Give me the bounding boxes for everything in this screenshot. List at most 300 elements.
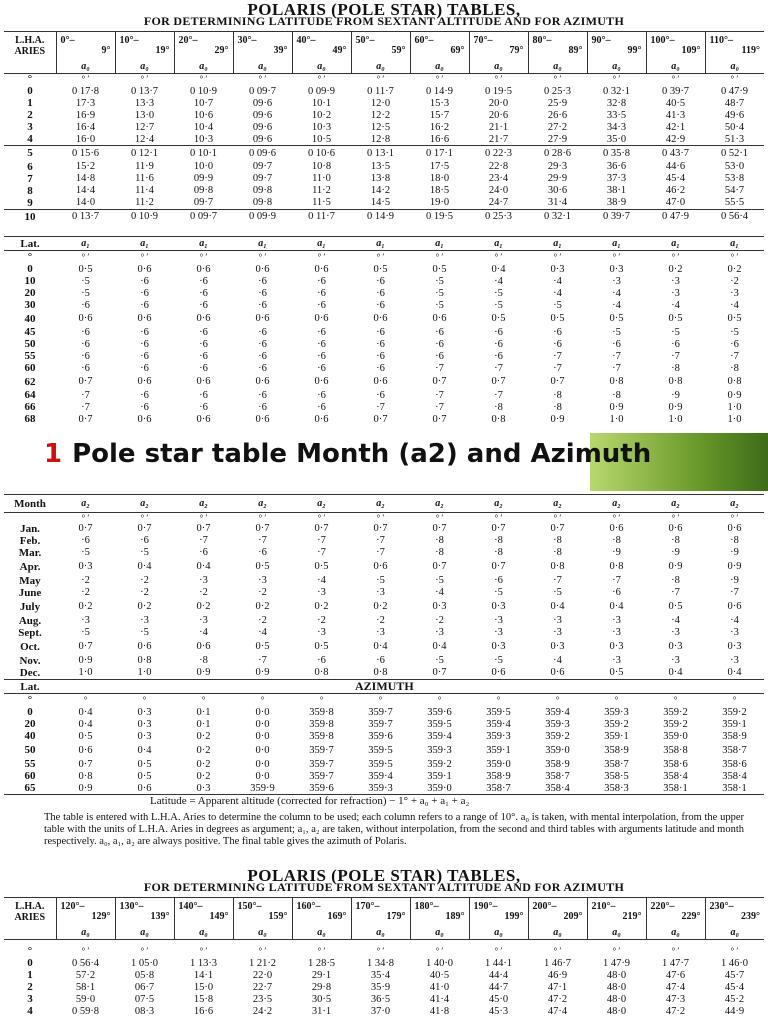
table-cell: ·3	[258, 575, 267, 586]
table-cell: ·7	[494, 362, 503, 374]
table-cell: 359·0	[545, 744, 570, 756]
table-cell: 23·4	[488, 173, 509, 184]
table-cell: 0 35·8	[602, 147, 631, 159]
table-cell: ·4	[494, 275, 503, 287]
table-row	[4, 121, 764, 133]
table-cell: ·5	[612, 326, 621, 338]
row-label: Sept.	[18, 626, 42, 639]
table-cell: ·5	[553, 299, 562, 311]
table-cell: 53·0	[724, 161, 745, 172]
table-cell: 0·6	[668, 523, 683, 534]
table-cell: 0·3	[78, 561, 93, 572]
table-row	[4, 599, 764, 615]
table-cell: 0·3	[491, 601, 506, 612]
table-cell: ·3	[317, 627, 326, 638]
table2-azimuth-body	[4, 679, 764, 795]
table-cell: 0·5	[78, 263, 93, 275]
table-cell: 0·6	[137, 263, 152, 275]
table-cell: ·6	[258, 362, 267, 374]
row-label: 60	[24, 770, 36, 782]
table-cell: 359·1	[604, 730, 629, 742]
table-cell: °	[732, 695, 737, 705]
table-row	[4, 146, 764, 161]
table-cell: ·6	[140, 350, 149, 362]
table-cell: 0·3	[137, 730, 152, 742]
table-cell: 25·9	[547, 97, 568, 109]
table2-a2-body	[4, 494, 764, 679]
table-cell: ° ′	[376, 946, 385, 956]
row-label: Feb.	[19, 534, 41, 547]
table-cell: 40·5	[665, 97, 686, 109]
a0-symbol: a₀	[56, 926, 115, 940]
table-cell: 21·7	[469, 133, 528, 146]
table-cell: 48·0	[606, 969, 627, 981]
table-cell: 46·2	[665, 185, 686, 196]
table-cell: 1 46·0	[720, 957, 749, 969]
table-cell	[705, 680, 764, 694]
range-from: 150°–	[237, 900, 262, 912]
lha-range-header	[528, 898, 587, 926]
table-cell: 0·5	[668, 313, 683, 324]
table-row	[4, 627, 764, 639]
table-cell: °	[555, 695, 560, 705]
table-cell: °	[614, 695, 619, 705]
table-cell: ·5	[494, 299, 503, 311]
table-cell: 16·4	[75, 121, 96, 133]
table-cell: ° ′	[258, 252, 267, 262]
table-row	[4, 981, 764, 993]
table-cell: ·3	[730, 287, 739, 299]
lha-label: L.H.A.	[15, 34, 45, 46]
table-cell: 0·5	[609, 667, 624, 678]
table-cell: 0·2	[78, 601, 93, 612]
lha-range-header	[56, 898, 115, 926]
a0-symbol: a₀	[233, 60, 292, 74]
table-cell: 10·4	[193, 121, 214, 133]
table-cell: ·8	[612, 535, 621, 546]
table-cell: ·7	[612, 362, 621, 374]
table-cell: 1·0	[137, 667, 152, 678]
table-cell: ° ′	[258, 74, 267, 84]
row-label: 40	[24, 730, 36, 742]
table-cell: 14·8	[75, 173, 96, 184]
range-to: 179°	[386, 910, 406, 922]
table-cell: 16·9	[75, 109, 96, 121]
table-cell: ° ′	[730, 252, 739, 262]
table-cell: 0·6	[137, 313, 152, 324]
table-cell: ·6	[671, 338, 680, 350]
table-cell: 0 47·9	[661, 211, 690, 223]
table-cell: 0·6	[491, 667, 506, 678]
table-cell: 11·5	[292, 197, 351, 210]
table-cell: °	[201, 695, 206, 705]
table-cell: a₂	[587, 495, 646, 513]
table-cell	[351, 680, 410, 694]
table-cell: ·3	[730, 627, 739, 638]
table-cell: 0·6	[432, 313, 447, 324]
table-cell: ·2	[140, 587, 149, 598]
range-to: 229°	[681, 910, 701, 922]
table-cell	[174, 680, 233, 694]
table-cell: ·3	[317, 587, 326, 598]
table-cell: 0·3	[668, 641, 683, 652]
table-cell: 0 39·7	[661, 85, 690, 97]
table-cell: ° ′	[317, 946, 326, 956]
lha-range-header	[587, 898, 646, 926]
table-cell: ° ′	[612, 512, 621, 523]
table-cell: 09·6	[252, 109, 273, 121]
table-cell: 15·0	[193, 981, 214, 993]
range-to: 239°	[741, 910, 760, 922]
table-cell: 0 13·7	[130, 85, 159, 97]
table-cell: 47·2	[665, 1005, 686, 1017]
table-cell: ·4	[258, 627, 267, 638]
table-cell: 47·0	[646, 197, 705, 210]
table-cell: 0 14·9	[366, 211, 395, 223]
lha-aries-label-2	[4, 898, 56, 926]
table-cell: 1 21·2	[248, 957, 277, 969]
table-cell: ·5	[435, 575, 444, 586]
table-cell: ° ′	[494, 946, 503, 956]
table-cell: 0 39·7	[602, 211, 631, 223]
a0-symbol: a₀	[115, 60, 174, 74]
table-cell: 0·4	[78, 706, 93, 718]
table-cell: 0·7	[432, 413, 447, 425]
table-cell: 44·7	[488, 981, 509, 993]
table-cell: ·6	[435, 326, 444, 338]
row-label: Lat.	[4, 237, 56, 251]
table-row	[4, 287, 764, 299]
table-cell: 30·5	[311, 993, 332, 1005]
table-cell: 0·7	[78, 413, 93, 425]
table-cell: 359·7	[309, 758, 334, 770]
table-cell	[410, 680, 469, 694]
table-row	[4, 173, 764, 185]
table-row	[4, 535, 764, 547]
table-cell: 359·6	[368, 730, 393, 742]
table-cell: 45·2	[724, 993, 745, 1005]
table-cell: a₁	[587, 237, 646, 251]
table-cell: 0·6	[314, 263, 329, 275]
table-cell: a₁	[174, 237, 233, 251]
table-cell: 359·3	[486, 730, 511, 742]
table-cell: 0·7	[432, 561, 447, 572]
table-cell: 45·4	[665, 173, 686, 184]
table-instructions: The table is entered with L.H.A. Aries to determine the column to be used; each column refers to a range of 10°. a₀ is taken, with mental interpolation, from the upper table with the units of L.H.A. Aries in degrees as argument; a₁, a₂ are taken, without interpolation, from the second and third tables with arguments latitude and month respectively. a₀, a₁, a₂ are always positive. The final table gives the azimuth of Polaris.	[44, 812, 744, 847]
table-cell: ·2	[730, 275, 739, 287]
table-cell: 16·6	[193, 1005, 214, 1017]
table-cell: ·6	[258, 547, 267, 558]
units-row	[4, 251, 764, 264]
table-cell: ·3	[553, 615, 562, 626]
table-cell: 11·6	[135, 173, 154, 184]
table-cell: 0·7	[491, 376, 506, 387]
table-cell: 16·2	[429, 121, 450, 133]
banner-number: 1	[44, 439, 63, 469]
table-cell: 358·7	[604, 758, 629, 770]
table-cell: 0·0	[255, 744, 270, 756]
row-label: Mar.	[18, 546, 42, 559]
table-cell: ·2	[81, 575, 90, 586]
range-to: 109°	[681, 44, 701, 56]
table-cell: a₁	[705, 237, 764, 251]
table-row	[4, 758, 764, 770]
table-cell: ·4	[730, 615, 739, 626]
a0-symbol: a₀	[646, 926, 705, 940]
table-cell: 59·0	[75, 993, 96, 1005]
table-cell: ·2	[258, 615, 267, 626]
table-cell: ·2	[258, 587, 267, 598]
table-cell: ·6	[140, 326, 149, 338]
table-cell: 359·2	[663, 718, 688, 730]
table-cell: 1 34·8	[366, 957, 395, 969]
table-cell: ·2	[435, 615, 444, 626]
table-cell: 0 12·1	[130, 147, 159, 159]
row-label: 55	[24, 758, 36, 770]
range-from: 190°–	[473, 900, 498, 912]
table-cell: 10·3	[174, 133, 233, 146]
table-cell: 0 19·5	[484, 85, 513, 97]
range-from: 120°–	[60, 900, 85, 912]
slide-banner	[0, 433, 768, 491]
table-cell: 47·2	[547, 993, 568, 1005]
table-cell: 0 25·3	[484, 211, 513, 223]
table-cell: ·7	[612, 350, 621, 362]
table-cell: 11·2	[115, 197, 174, 210]
table-cell: ·6	[258, 326, 267, 338]
table-cell: 0·9	[56, 782, 115, 795]
table-cell: 0·4	[432, 641, 447, 652]
table-cell: 45·7	[724, 969, 745, 981]
a0-symbol: a₀	[410, 60, 469, 74]
table-cell: 0·3	[727, 641, 742, 652]
table-cell: 0·6	[609, 523, 624, 534]
table-cell: ·3	[494, 615, 503, 626]
table-cell: 18·5	[429, 185, 450, 196]
table-cell: ° ′	[199, 252, 208, 262]
table-cell: 0·6	[255, 376, 270, 387]
table-cell: ·3	[494, 627, 503, 638]
a0-symbol: a₀	[705, 60, 764, 74]
table-cell: ·6	[317, 389, 326, 401]
table-cell: 358·7	[722, 744, 747, 756]
table-cell: 358·6	[663, 758, 688, 770]
table-cell: ·6	[258, 299, 267, 311]
table-cell: 359·3	[351, 782, 410, 795]
table-cell: 359·7	[368, 718, 393, 730]
table-cell: 0 28·6	[543, 147, 572, 159]
table-cell: 0·5	[137, 758, 152, 770]
table-cell: ·7	[730, 587, 739, 598]
table-cell: 41·8	[429, 1005, 450, 1017]
table-cell: ° ′	[317, 252, 326, 262]
table-cell: 15·7	[429, 109, 450, 121]
lha-range-header	[469, 32, 528, 60]
table-cell: 53·8	[724, 173, 745, 184]
table-cell: 0·3	[550, 641, 565, 652]
table-cell: ° ′	[258, 946, 267, 956]
table-cell: ·8	[671, 362, 680, 374]
table-cell: 0·7	[432, 667, 447, 678]
table-cell: 359·6	[427, 706, 452, 718]
range-from: 160°–	[296, 900, 321, 912]
table-cell: ·6	[199, 287, 208, 299]
row-label: 50	[24, 338, 36, 350]
table-cell: ·7	[258, 655, 267, 666]
range-from: 110°–	[709, 34, 733, 46]
lha-range-header	[410, 898, 469, 926]
table-cell: 0·6	[727, 523, 742, 534]
table-cell	[469, 680, 528, 694]
table-cell: 09·7	[252, 161, 273, 172]
table-cell: 17·5	[429, 161, 450, 172]
row-label: May	[19, 574, 41, 587]
table-cell: 0·2	[668, 263, 683, 275]
table-cell: ° ′	[140, 252, 149, 262]
table3-subtitle: FOR DETERMINING LATITUDE FROM SEXTANT ALTITUDE AND FOR AZIMUTH	[143, 880, 625, 894]
table-cell: 0·8	[314, 667, 329, 678]
table-cell: 1·0	[78, 667, 93, 678]
table-cell: 47·4	[547, 1005, 568, 1017]
table-cell: ·7	[671, 350, 680, 362]
table-cell: 0 47·9	[720, 85, 749, 97]
table-cell: 359·5	[486, 706, 511, 718]
table-cell: 47·1	[547, 981, 568, 993]
table-cell: ·8	[553, 547, 562, 558]
table-cell: 26·6	[547, 109, 568, 121]
table-cell: 15·3	[429, 97, 450, 109]
table-cell: 359·0	[486, 758, 511, 770]
table-cell: ·5	[494, 587, 503, 598]
table-cell: ·3	[612, 275, 621, 287]
table-cell: 0·8	[609, 561, 624, 572]
table-cell: 09·6	[252, 97, 273, 109]
units-row	[4, 694, 764, 707]
table-row	[4, 770, 764, 782]
table-row	[4, 718, 764, 730]
table-cell: 0·6	[314, 313, 329, 324]
table-cell: a₂	[646, 495, 705, 513]
table-cell: ·6	[376, 338, 385, 350]
table-cell: a₁	[233, 237, 292, 251]
lha-range-header	[292, 898, 351, 926]
table-cell: ·6	[258, 287, 267, 299]
table-cell: 54·7	[724, 185, 745, 196]
table-cell: 358·4	[528, 782, 587, 795]
table-cell: 358·9	[722, 730, 747, 742]
table-cell: 0·5	[668, 601, 683, 612]
table-row	[4, 185, 764, 197]
table-cell: 0·7	[491, 523, 506, 534]
range-to: 29°	[214, 44, 229, 56]
range-to: 59°	[391, 44, 406, 56]
table-cell: 359·4	[427, 730, 452, 742]
range-from: 90°–	[591, 34, 611, 46]
range-from: 130°–	[119, 900, 144, 912]
row-label: 10	[24, 275, 36, 287]
range-from: 50°–	[355, 34, 375, 46]
table-cell: 0·2	[255, 601, 270, 612]
row-label: °	[27, 251, 33, 263]
lha-range-header	[469, 898, 528, 926]
table-cell: 37·3	[606, 173, 627, 184]
table-cell: 0 09·9	[307, 85, 336, 97]
table-cell: 31·4	[528, 197, 587, 210]
table-cell: 359·1	[722, 718, 747, 730]
table-cell: 0·6	[255, 263, 270, 275]
row-label: 40	[24, 312, 36, 325]
table-cell: ·3	[612, 655, 621, 666]
table-cell: 359·5	[368, 744, 393, 756]
table-cell: ·4	[553, 655, 562, 666]
table-cell: ·9	[730, 547, 739, 558]
range-to: 129°	[91, 910, 111, 922]
row-label: Apr.	[19, 560, 41, 573]
table-cell: ° ′	[553, 946, 562, 956]
table-cell: 05·8	[134, 969, 155, 981]
table-cell: 0 17·1	[425, 147, 454, 159]
table-cell: a₁	[56, 237, 115, 251]
row-label: 55	[24, 350, 36, 362]
table-cell: 0·0	[255, 730, 270, 742]
table-cell: 41·4	[429, 993, 450, 1005]
table-cell: 0·5	[314, 641, 329, 652]
table-cell: ·6	[140, 362, 149, 374]
table-row	[4, 338, 764, 350]
table-cell: 359·7	[309, 744, 334, 756]
table-cell: 13·8	[370, 173, 391, 184]
table-cell: 0·6	[78, 313, 93, 324]
table-cell: 359·5	[368, 758, 393, 770]
table-cell	[115, 680, 174, 694]
a0-symbol: a₀	[646, 60, 705, 74]
table-cell: ·8	[494, 547, 503, 558]
table-cell: 0·3	[550, 263, 565, 275]
table-cell: 37·0	[370, 1005, 391, 1017]
table-cell: ° ′	[730, 946, 739, 956]
table-cell: 0 11·7	[367, 85, 394, 97]
table-cell: ·8	[671, 575, 680, 586]
table-cell: ·6	[612, 338, 621, 350]
month-header-row	[4, 495, 764, 513]
range-from: 140°–	[178, 900, 203, 912]
lha-range-header	[174, 32, 233, 60]
table-cell: ° ′	[199, 512, 208, 523]
table-cell: 0·0	[255, 718, 270, 730]
table-cell: ·5	[730, 326, 739, 338]
lha-range-header	[705, 898, 764, 926]
table-cell: 15·8	[193, 993, 214, 1005]
table-cell: 359·2	[663, 706, 688, 718]
row-label: 20	[24, 287, 36, 299]
table-cell: 0·7	[78, 758, 93, 770]
table-cell: 12·2	[370, 109, 391, 121]
units-row	[4, 513, 764, 523]
table-cell: ·5	[435, 287, 444, 299]
table-cell: ·6	[376, 389, 385, 401]
lha-range-header	[56, 32, 115, 60]
table-cell: 09·8	[193, 185, 214, 196]
table-cell: ·6	[81, 350, 90, 362]
table-cell: 0·2	[196, 744, 211, 756]
table-cell: ·5	[81, 627, 90, 638]
table-cell: 20·0	[488, 97, 509, 109]
table-cell: 15·2	[75, 161, 96, 172]
table-cell: 0·3	[491, 641, 506, 652]
range-from: 20°–	[178, 34, 198, 46]
table-cell: ·6	[376, 299, 385, 311]
row-label: 45	[24, 326, 36, 338]
